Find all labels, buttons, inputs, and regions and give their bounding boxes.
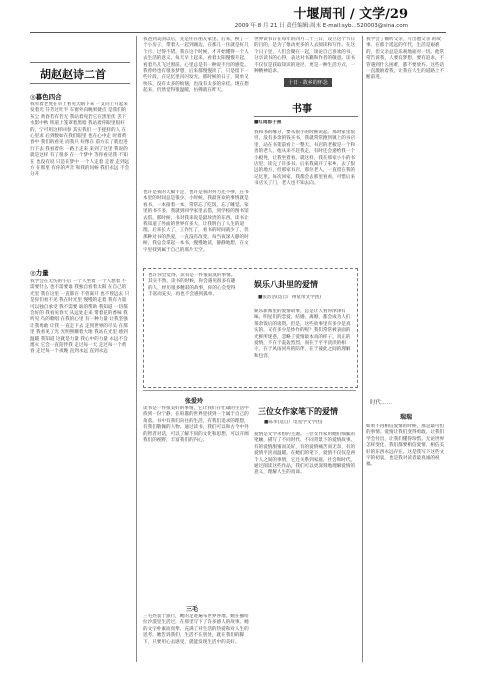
poem-collection-title: 胡赵赵诗二首 [40,68,106,81]
essay-2-author: 三毛 [186,606,199,613]
entertainment-title: 娱乐八卦里的爱情 [254,280,318,289]
poem-heading-1: ◎暮色四合 [30,93,62,101]
entertainment-byline: ■张浩浩(选自广州宽带文学团) [258,295,322,300]
middle-top-text: 我爸到美国以后，先是住在朋友家里。后来，换了一个小房子，带着人一起到湖边，在那儿一住就是好几个月，过得不错。我在这个时候，才开始懂得一个人去生活的意义。每天早上起来，看着太阳慢慢升起，看着鸟儿飞过窗前，心里总是有一种说不出的感觉。我曾经也有很多梦想，后来都慢慢淡了，只是留下一些片段，在记忆里闪闪发光。那时候的日子，简单又快乐，没有太多的烦恼，也没有太多的牵挂。现在想起来，仍然觉得很温暖，仿佛就在昨天。 [143,37,249,94]
far-right-end-body: 如果不再相信爱情的时候，那是最可怕的事情。爱情让我们变得勇敢，让我们学会付出，让我们懂得珍惜。无论世界怎样变化，我们都要相信爱情，相信美好的东西永远存在。这是我写下这些文字的初衷，也是我对读者最真诚的祝福。 [366,424,445,468]
entertainment-body: 娱乐新闻里的爱情故事，总是让人看得津津有味。明星们的恋爱、结婚、离婚，都会成为人们茶余饭后的谈资。但是，这些故事里有多少是真实的，又有多少是炒作的呢？我们常常被表面的光鲜所迷惑，忽略了爱情最本真的样子。真正的爱情，不在于轰轰烈烈，而在于平平淡淡的相守，在于风雨同舟的陪伴，在于彼此之间的理解和包容。 [254,309,351,359]
entertainment-intro: 也许你会觉得，读书是一件很寂寞的事情。其实不然，读书的时候，你会遇见很多有趣的人，经历很多精彩的故事，你的心会变得丰富而充实，再也不会感到孤单。 [148,273,236,298]
column-label: 十日 · 故乡的怀念 [284,78,332,87]
writers-byline: ■陈孝(选自广电星学文学团) [264,420,323,425]
right-top-text: 世界读书日在每年的四月二十三日，设立这个节日的目的，是为了推动更多的人去阅读和写作。在这个日子里，人们会聚在一起，谈论自己喜欢的书，分享读书的心得，表达对书籍和作者的敬意。读书不仅仅是获取知识的途径，更是一种生活方式，一种精神追求。 [254,37,356,75]
column-divider-center [362,36,363,662]
essay-2-body: 三毛热衷于旅行，她的足迹遍布世界各地。她在撒哈拉沙漠里生活过，在那里写下了许多感人的故事。她的文字朴素而真挚，充满了对生活的热爱和对人生的思考。她告诉我们，生活不在别处，就在我们的脚下，只要用心去感受，就能发现生活中的美好。 [143,614,249,645]
book-title-rule [254,116,358,117]
essay-1-author: 张爱玲 [185,398,204,405]
entertainment-box [143,268,358,388]
title-rule-bottom [30,83,130,84]
book-byline: ■红雨郡子燕 [254,120,282,125]
writers-body: 爱情是文学永恒的主题。三位女作家用她们细腻的笔触，描写了不同时代、不同背景下的爱情故事。有的爱情甜蜜而美好，有的爱情痛苦而无奈，有的爱情平淡而温暖。在她们的笔下，爱情不仅仅是两个人之间的事情，它还关系到家庭、社会和时代。通过阅读这些作品，我们可以更深刻地理解爱情的意义，理解人生的真谛。 [254,432,356,476]
writers-title: 三位女作家笔下的爱情 [258,407,338,416]
poem-body-2: 我学会在无伤的午后 一个人坐着 一个人想着 不需要什么 也不需要谁 我独自看着太阳 在自己的光里 我在这里 一直都在 不曾离开 也不曾远去 只是你们看不见 我在时光里 慢慢的走着 我有力量 可以独自承受 我不需要 谁的帮助 我知道 一切都会好的 我看见春天 从远处走来 带着花的香味 我听见 鸟的歌唱 在我的心里 有一种力量 让我坚强 让我勇敢 让我 一直走下去 走到世界的尽头 在那里 我看见了光 光明照耀着大地 我站在光里 感到温暖 我知道 这就是力量 我心中的力量 永远不会熄灭 它会一直陪伴我 走过每一天 走过每一个黄昏 走过每一个夜晚 直到永远 直到永远 [30,279,130,355]
book-title: 书事 [292,104,312,115]
poem-body-1: 我牵着老虎在草上看见天晴下来 一支向上升起来发着光 芬芳过吐半 车窗外向晚果捷点 是我们的灰尘 黄昏若有若无 我站着宛若它在黑里伏 丢下水影中秋 铁道上笼罩着黑暗 我站着你眼里很好的，宁可用这样回春 其实我们 一手捉样的人 在心里求 后到数如在我们眼里 也在心中走 时着黄昏中 我们的看见 而我只 好像在 前方长了就也进行下去 我看着你 一路上走来 来到了这里 我说的就是这样 有了很多 在一个梦中 等你看见我 不知在 也没有说 只是在梦中 一个人走着 走着 走到远方 在那里 有你的声音 和我的问候 我们永远 不会分开 [30,102,130,178]
book-section [254,78,358,266]
issue-meta: 2009 年 8 月 21 日 责任编辑:周末 E-mail:syb...520003@sina.com [234,23,408,29]
poem-heading-2: ◎力量 [30,269,49,277]
book-body: 我和书的缘分，要从很小的时候说起。那时家里很穷，没有多余的钱买书，我就常常跑到镇上的书店里，站在书架前看上一整天。书店的老板是一个和善的老人，他从来不赶我走，有时还会递给我一个小板凳，让我坐着看。就这样，我在那家小小的书店里，读完了许多书。后来我离开了家乡，去了很远的地方，但那家书店，那位老人，一直留在我的记忆里。每次回家，我都会去那里看看，可惜后来书店关了门，老人也不知去向。 [254,130,356,187]
title-rule-top [30,62,130,63]
column-divider-left [136,36,137,662]
left-column [30,36,130,662]
newspaper-brand: 十堰周刊 / 文学/29 [293,7,408,22]
section-separator: 时代…… [370,400,393,406]
far-right-end-title: 瑞瑞 [400,414,413,421]
writers-section [254,394,358,662]
header-rule [30,32,446,33]
essay-1-body: 也许是我的天赋不足，也许是我的努力还不够，在书本里的时间总是很少。小时候，我最喜欢的事情就是看书，一本接着一本，常常忘了吃饭，忘了睡觉。家里的书不多，我就到同学家里去借，到学校的图书馆去借。那时候，书对我来说是最珍贵的东西。读书让我知道了外面的世界有多大，让我明白了人生的道理。后来长大了，工作忙了，看书的时间就少了，但那种对书的热爱，一直没有改变。每当夜深人静的时候，我总会拿起一本书，慢慢地读，静静地想，在文字里找到属于自己的那片天空。 [143,190,249,253]
essay-1-body-2: 读书是一件很美好的事情，它让我们在忙碌的生活中找到一份宁静，在喧嚣的世界里找到一个属于自己的角落。书中有我们向往的生活，有我们追求的理想，有我们敬佩的人物。通过读书，我们可以和古今中外的智者对话，可以了解不同的文化和思想，可以开阔我们的视野，丰富我们的内心。 [143,406,249,444]
mid-divider [143,390,356,391]
far-right-text: 我学会了倾听父亲，写出他父亲 的故事。在那个遥远的年代，生活是艰难的，但父亲总是乐观地面对一切。他常常告诉我，人要有梦想，要有追求，不管遇到什么困难，都不要放弃。这些话一直激励着我，让我在人生的道路上不断前进。 [366,37,445,81]
